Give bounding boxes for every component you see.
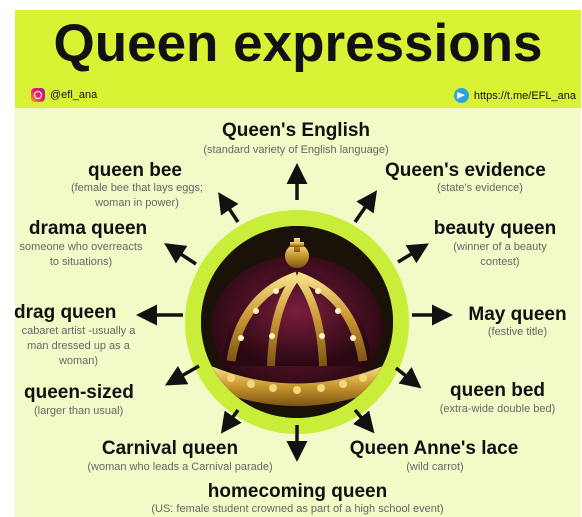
drag-queen-def-3: woman): [58, 355, 99, 367]
arrow-drama-queen: [170, 247, 196, 264]
drama-queen-def-2: to situations): [49, 256, 113, 268]
may-queen-def: (festive title): [487, 326, 548, 338]
arrow-queen-annes-lace: [355, 410, 370, 428]
queens-evidence-term: Queen's evidence: [385, 160, 546, 181]
queen-annes-lace-def: (wild carrot): [406, 461, 464, 473]
queen-annes-lace-term: Queen Anne's lace: [349, 438, 519, 459]
beauty-queen-def-1: (winner of a beauty: [453, 241, 547, 253]
queens-english-term: Queen's English: [221, 120, 371, 141]
queen-sized-term: queen-sized: [24, 382, 134, 403]
queen-bed-def: (extra-wide double bed): [439, 403, 556, 415]
arrow-queens-evidence: [355, 196, 373, 222]
carnival-queen-def: (woman who leads a Carnival parade): [87, 461, 273, 473]
arrow-carnival-queen: [225, 410, 238, 428]
queen-bee-def-1: (female bee that lays eggs;: [70, 182, 204, 194]
drag-queen-def-1: cabaret artist -usually a: [21, 325, 136, 337]
queen-bee-def-2: woman in power): [95, 197, 179, 209]
page-title: Queen expressions: [53, 14, 543, 73]
carnival-queen-term: Carnival queen: [101, 438, 239, 459]
homecoming-queen-term: homecoming queen: [207, 481, 388, 502]
arrow-beauty-queen: [398, 247, 423, 262]
homecoming-queen-def: (US: female student crowned as part of a high school event): [151, 503, 444, 515]
arrow-queen-bed: [396, 368, 416, 384]
arrow-queen-sized: [171, 366, 199, 382]
drag-queen-def-2: man dressed up as a: [27, 340, 130, 352]
drag-queen-term: drag queen: [14, 302, 117, 323]
may-queen-term: May queen: [468, 304, 567, 325]
instagram-label: @efl_ana: [50, 89, 98, 101]
beauty-queen-def-2: contest): [480, 256, 520, 268]
queen-sized-def: (larger than usual): [34, 405, 124, 417]
queen-bee-term: queen bee: [88, 160, 182, 181]
telegram-label: https://t.me/EFL_ana: [473, 89, 576, 102]
queens-english-def: (standard variety of English language): [203, 144, 389, 156]
queen-bed-term: queen bed: [449, 380, 545, 401]
drama-queen-term: drama queen: [28, 218, 148, 239]
drama-queen-def-1: someone who overreacts: [19, 241, 143, 253]
queens-evidence-def: (state's evidence): [437, 182, 523, 194]
beauty-queen-term: beauty queen: [433, 218, 557, 239]
